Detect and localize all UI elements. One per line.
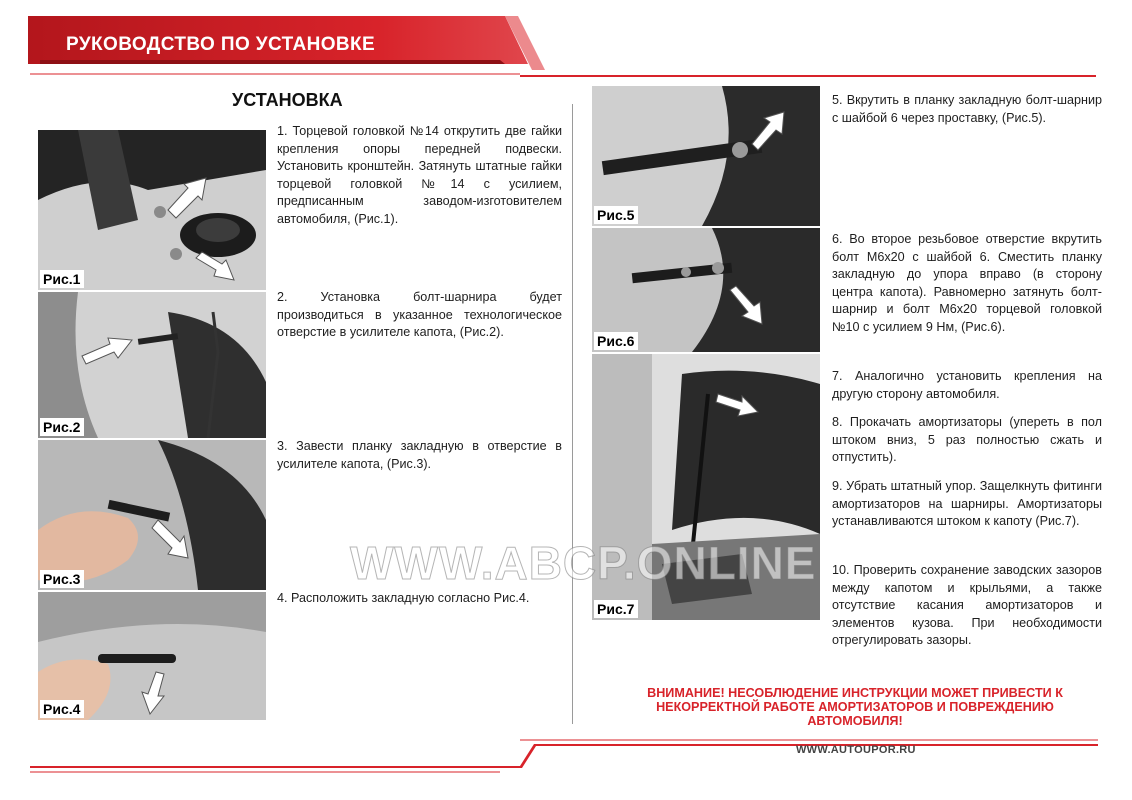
figure-label: Рис.5: [594, 206, 638, 224]
figure-label: Рис.3: [40, 570, 84, 588]
figure-label: Рис.7: [594, 600, 638, 618]
ball-stud-illustration: [592, 86, 820, 226]
photo-fig-5: [592, 86, 820, 226]
step-5: 5. Вкрутить в планку закладную болт-шарнир с шайбой 6 через проставку, (Рис.5).: [832, 93, 1102, 125]
column-divider: [572, 104, 573, 724]
step-6: 6. Во второе резьбовое отверстие вкрутить болт М6х20 с шайбой 6. Сместить планку закладную до упора вправо (в сторону центра капота). Равномерно затянуть болт-шарнир и болт М6х20 торцевой головкой №10 с усилием 9 Нм, (Рис.6).: [832, 232, 1102, 334]
step-2: 2. Установка болт-шарнира будет производиться в указанное технологическое отверстие в усилителе капота, (Рис.2).: [277, 290, 562, 340]
watermark: WWW.ABCP.ONLINE: [350, 537, 817, 589]
footer-stripes: [0, 730, 1132, 780]
photo-fig-2: [38, 292, 266, 438]
step-3: 3. Завести планку закладную в отверстие в усилителе капота, (Рис.3).: [277, 439, 562, 471]
photo-fig-3: [38, 440, 266, 590]
insert-plate-illustration: [38, 440, 266, 590]
figure-label: Рис.2: [40, 418, 84, 436]
footer-url: WWW.AUTOUPOR.RU: [796, 744, 916, 756]
page-title: РУКОВОДСТВО ПО УСТАНОВКЕ: [66, 34, 376, 55]
photo-fig-6: [592, 228, 820, 352]
step-10: 10. Проверить сохранение заводских зазоров между капотом и крыльями, а также отсутствие касания амортизаторов и элементов кузова. При необходимости отрегулировать зазоры.: [832, 563, 1102, 648]
step-7: 7. Аналогично установить крепления на другую сторону автомобиля.: [832, 369, 1102, 401]
figure-label: Рис.4: [40, 700, 84, 718]
figure-label: Рис.1: [40, 270, 84, 288]
step-8: 8. Прокачать амортизаторы (упереть в пол штоком вниз, 5 раз полностью сжать и отпустить).: [832, 415, 1102, 465]
hood-reinforcement-illustration: [38, 292, 266, 438]
photo-fig-4: [38, 592, 266, 720]
warning-notice: ВНИМАНИЕ! НЕСОБЛЮДЕНИЕ ИНСТРУКЦИИ МОЖЕТ ПРИВЕСТИ К НЕКОРРЕКТНОЙ РАБОТЕ АМОРТИЗАТОРОВ И ПОВРЕЖДЕНИЮ АВТОМОБИЛЯ!: [647, 686, 1063, 728]
step-1: 1. Торцевой головкой №14 открутить две гайки крепления опоры передней подвески. Установить кронштейн. Затянуть штатные гайки торцевой головкой №14 с усилием, предписанным заводом-изготовителем автомобиля, (Рис.1).: [277, 124, 562, 226]
photo-fig-1: [38, 130, 266, 290]
figure-label: Рис.6: [594, 332, 638, 350]
step-9: 9. Убрать штатный упор. Защелкнуть фитинги амортизаторов на шарниры. Амортизаторы устанавливаются штоком к капоту (Рис.7).: [832, 479, 1102, 529]
strut-mount-illustration: [38, 130, 266, 290]
step-4: 4. Расположить закладную согласно Рис.4.: [277, 591, 530, 605]
section-title: УСТАНОВКА: [232, 90, 343, 110]
